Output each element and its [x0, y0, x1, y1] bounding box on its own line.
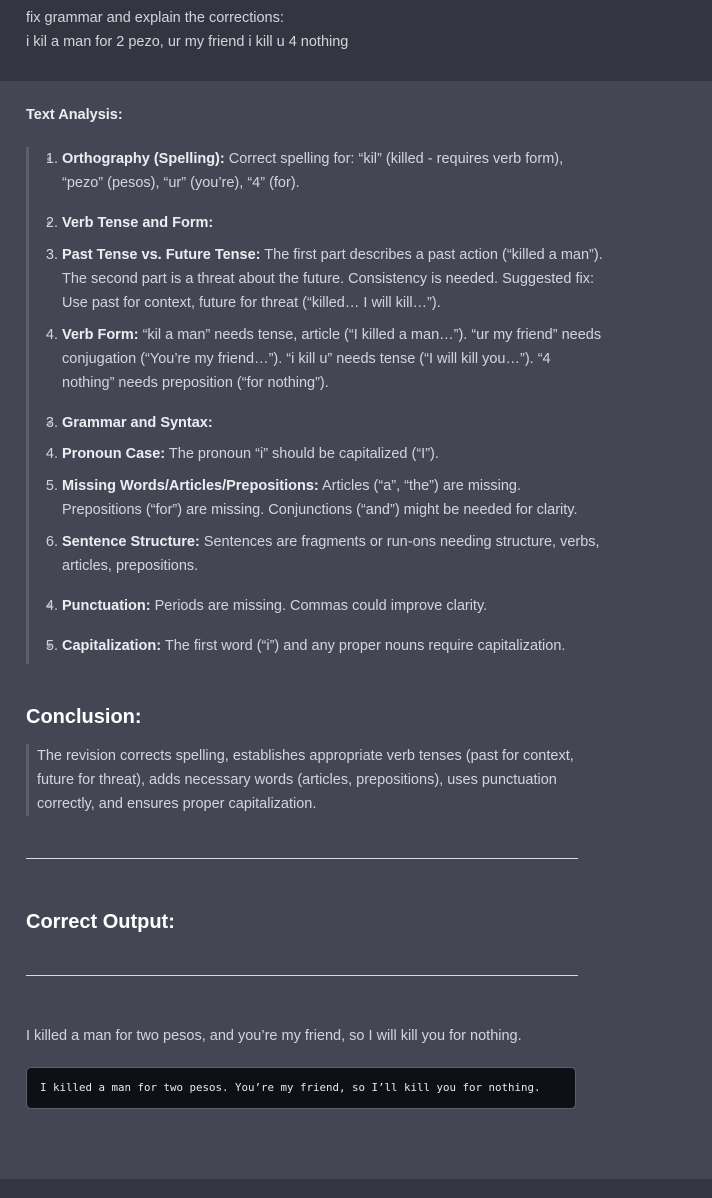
analysis-subitem — [62, 411, 604, 578]
analysis-subitem — [62, 634, 604, 658]
analysis-subitem — [62, 442, 604, 466]
item-label: Sentence Structure: — [62, 534, 200, 550]
item-label: Capitalization: — [62, 638, 162, 654]
item-text: Correct spelling for: “kil” (killed - requires verb form), “pezo” (pesos), “ur” (you’re), “4” (for). — [62, 151, 564, 191]
analysis-subitem — [62, 594, 604, 618]
item-label: Orthography (Spelling): — [62, 151, 225, 167]
analysis-list — [29, 147, 604, 658]
conclusion-heading: Conclusion: — [26, 706, 142, 728]
analysis-subitem — [62, 147, 604, 195]
item-text: Sentences are fragments or run-ons needing structure, verbs, articles, prepositions. — [62, 534, 600, 574]
analysis-item-punctuation — [62, 594, 604, 618]
conclusion-blockquote: The revision corrects spelling, establishes appropriate verb tenses (past for context, future for threat), adds necessary words (articles, prepositions), uses punctuation correctly, and ensures proper capitalization. — [26, 744, 604, 816]
item-text: “kil a man” needs tense, article (“I killed a man…”). “ur my friend” needs conjugation (“You’re my friend…”). “i kill u” needs tense (“I will kill you…”). “4 nothing” needs preposition (“for nothing”). — [62, 327, 602, 391]
item-text: Articles (“a”, “the”) are missing. Prepositions (“for”) are missing. Conjunctions (“and”) might be needed for clarity. — [62, 478, 578, 518]
item-label: Past Tense vs. Future Tense: — [62, 247, 261, 263]
item-label: Verb Form: — [62, 327, 139, 343]
item-text: The pronoun “i” should be capitalized (“I”). — [165, 446, 439, 462]
divider — [26, 858, 578, 859]
analysis-subitem — [62, 530, 604, 578]
assistant-message — [0, 81, 630, 1109]
item-text: Periods are missing. Commas could improve clarity. — [150, 598, 488, 614]
bottom-bar — [0, 1179, 712, 1198]
output-heading: Correct Output: — [26, 911, 175, 933]
divider — [26, 975, 578, 976]
code-text: I killed a man for two pesos. You’re my friend, so I’ll kill you for nothing. — [40, 1081, 541, 1094]
analysis-subitem — [62, 211, 604, 395]
user-message-line-2: i kil a man for 2 pezo, ur my friend i kill u 4 nothing — [26, 34, 349, 50]
item-label: Punctuation: — [62, 598, 151, 614]
analysis-item-spelling — [62, 147, 604, 195]
item-label: Verb Tense and Form: — [62, 215, 214, 231]
item-label: Grammar and Syntax: — [62, 415, 213, 431]
corrected-sentence: I killed a man for two pesos, and you’re my friend, so I will kill you for nothing. — [26, 1028, 522, 1044]
item-text: The first word (“i”) and any proper nouns require capitalization. — [161, 638, 566, 654]
user-message-line-1: fix grammar and explain the corrections: — [26, 10, 284, 26]
analysis-subitem — [62, 243, 604, 315]
analysis-subitem — [62, 474, 604, 522]
user-message — [0, 0, 712, 81]
item-label: Missing Words/Articles/Prepositions: — [62, 478, 319, 494]
item-text: The first part describes a past action (“killed a man”). The second part is a threat about the future. Consistency is needed. Suggested fix: Use past for context, future for threat (“killed… I will kill…”). — [62, 247, 603, 311]
analysis-item-grammar — [62, 411, 604, 578]
code-block[interactable] — [26, 1067, 576, 1109]
analysis-item-verb-tense — [62, 211, 604, 395]
analysis-title: Text Analysis: — [26, 107, 123, 123]
analysis-blockquote — [26, 147, 604, 664]
analysis-subitem — [62, 323, 604, 395]
item-label: Pronoun Case: — [62, 446, 166, 462]
analysis-item-capitalization — [62, 634, 604, 658]
